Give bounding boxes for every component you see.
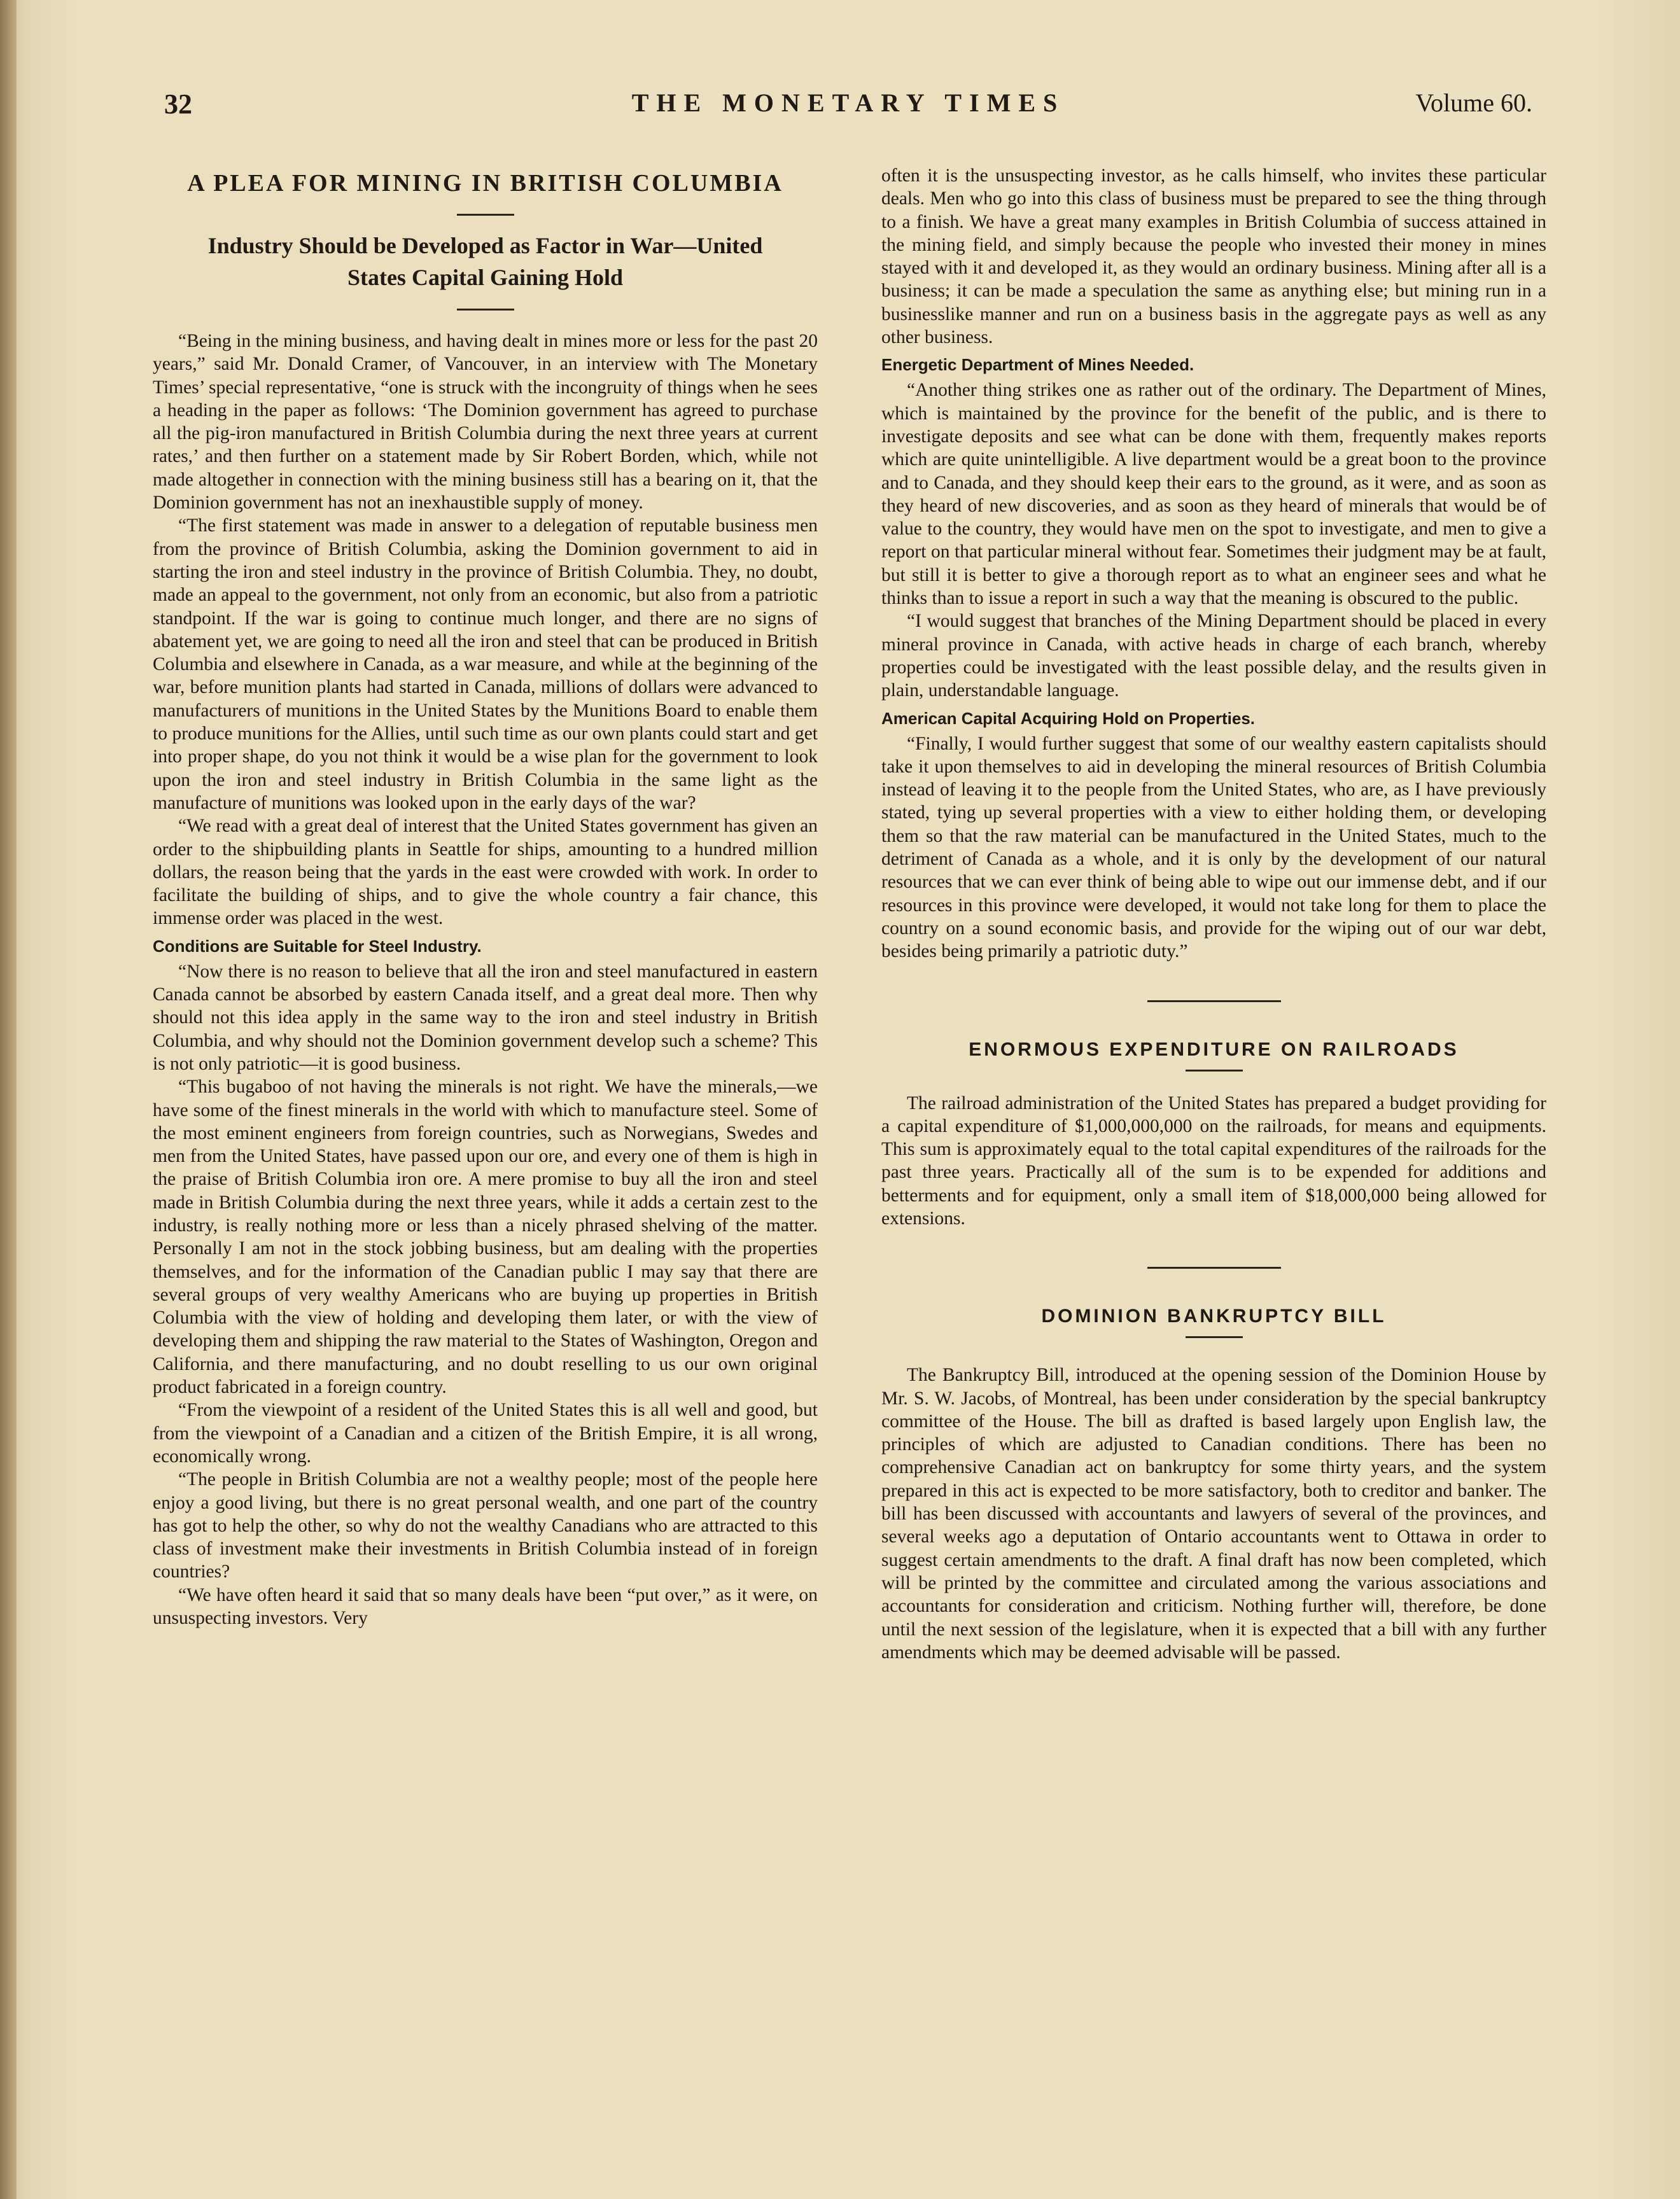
right-column bbox=[881, 164, 1546, 1664]
article-separator bbox=[1147, 1267, 1281, 1269]
paragraph: The Bankruptcy Bill, introduced at the opening session of the Dominion House by Mr. S. W. Jacobs, of Montreal, has been under consideration by the special bankruptcy committee of the House. The bill as drafted is based largely upon English law, the principles of which are adjusted to Canadian conditions. There has been no comprehensive Canadian act on bankruptcy for some thirty years, and the system prepared in this act is expected to be more satisfactory, both to creditor and banker. The bill has been discussed with accountants and lawyers of several of the provinces, and several weeks ago a deputation of Ontario accountants went to Ottawa in order to suggest certain amendments to the draft. A final draft has now been completed, which will be printed by the committee and circulated among the various associations and accountants for consideration and criticism. Nothing further will, therefore, be done until the next session of the legislature, when it is expected that a bill with any further amendments which may be deemed advisable will be passed. bbox=[881, 1365, 1546, 1663]
paragraph: “Another thing strikes one as rather out of the ordinary. The Department of Mines, which is maintained by the province for the benefit of the public, and is there to investigate deposits and see what can be done with them, frequently makes reports which are quite unintelligible. A live department would be a great boon to the province and to Canada, and they should keep their ears to the ground, as it were, and as soon as they heard of new discoveries, and as soon as they heard of minerals that would be of value to the country, they would have men on the spot to investigate, and men to give a report on that particular mineral without fear. Sometimes their judgment may be at fault, but still it is better to give a thorough report as to what an engineer sees and what he thinks than to issue a report in such a way that the meaning is obscured to the public. bbox=[881, 380, 1546, 609]
paragraph: “We read with a great deal of interest that the United States government has given an order to the shipbuilding plants in Seattle for ships, amounting to a hundred million dollars, the reason being that the yards in the east were crowded with work. In order to facilitate the building of ships, and to give the whole country a fair chance, this immense order was placed in the west. bbox=[153, 816, 818, 929]
section-heading: Energetic Department of Mines Needed. bbox=[881, 355, 1194, 375]
article-separator bbox=[1147, 1000, 1281, 1002]
paragraph: “The first statement was made in answer to a delegation of reputable business men from the province of British Columbia, asking the Dominion government to aid in starting the iron and steel industry in the province of British Columbia. They, no doubt, made an appeal to the government, not only from an economic, but also from a patriotic standpoint. If the war is going to continue much longer, and there are no signs of abatement yet, we are going to need all the iron and steel that can be produced in British Columbia and elsewhere in Canada, as a war measure, and while at the beginning of the war, before munition plants had started in Canada, millions of dollars were advanced to manufacturers of munitions in the United States by the Munitions Board to enable them to produce munitions for the Allies, until such time as our own plants could start and get into proper shape, do you not think it would be a wise plan for the government to look upon the iron and steel industry in British Columbia in the same light as the manufacture of munitions was looked upon in the early days of the war? bbox=[153, 515, 818, 813]
paragraph: “We have often heard it said that so many deals have been “put over,” as it were, on unsuspecting investors. Very bbox=[153, 1584, 818, 1629]
paragraph: “I would suggest that branches of the Mining Department should be placed in every mineral province in Canada, with active heads in charge of each branch, whereby properties could be investigated with the least possible delay, and the results given in plain, understandable language. bbox=[881, 611, 1546, 701]
article-title: ENORMOUS EXPENDITURE ON RAILROADS bbox=[969, 1038, 1459, 1060]
divider-rule bbox=[1186, 1070, 1243, 1072]
paragraph: “The people in British Columbia are not a wealthy people; most of the people here enjoy a good living, but there is no great personal wealth, and one part of the country has got to help the other, so why do not the wealthy Canadians who are attracted to this class of investment make their investments in British Columbia instead of in foreign countries? bbox=[153, 1469, 818, 1582]
paragraph: “Being in the mining business, and having dealt in mines more or less for the past 20 years,” said Mr. Donald Cramer, of Vancouver, in an interview with The Monetary Times’ special representative, “one is struck with the incongruity of things when he sees a heading in the paper as follows: ‘The Dominion government has agreed to purchase all the pig-iron manufactured in British Columbia during the next three years at current rates,’ and then further on a statement made by Sir Robert Borden, which, while not made altogether in connection with the mining business still has a bearing on it, that the Dominion government has not an inexhaustible supply of money. bbox=[153, 331, 818, 513]
page-number: 32 bbox=[164, 88, 192, 120]
article-title: DOMINION BANKRUPTCY BILL bbox=[1041, 1306, 1387, 1327]
left-column bbox=[153, 164, 818, 1630]
divider-rule bbox=[1186, 1336, 1243, 1338]
article-title: A PLEA FOR MINING IN BRITISH COLUMBIA bbox=[187, 170, 783, 197]
page-binding-edge bbox=[0, 0, 17, 2199]
article-subtitle: Industry Should be Developed as Factor in War—United States Capital Gaining Hold bbox=[207, 233, 763, 290]
page-header bbox=[164, 88, 1532, 126]
publication-title: THE MONETARY TIMES bbox=[631, 88, 1065, 117]
paragraph: “This bugaboo of not having the minerals is not right. We have the minerals,—we have some of the finest minerals in the world with which to manufacture steel. Some of the most eminent engineers from foreign countries, such as Norwegians, Swedes and men from the United States, have passed upon our ore, and every one of them is high in the praise of British Columbia iron ore. A mere promise to buy all the iron and steel made in British Columbia during the next three years, while it adds a certain zest to the industry, is really nothing more or less than a nicely phrased shelving of the matter. Personally I am not in the stock jobbing business, but am dealing with the properties themselves, and for the information of the Canadian public I may say that there are several groups of very wealthy Americans who are buying up properties in British Columbia with the view of holding and developing them later, or with the view of developing them and shipping the raw material to the States of Washington, Oregon and California, and there manufacturing, and no doubt reselling to us our own original product fabricated in a foreign country. bbox=[153, 1077, 818, 1398]
paragraph: “Now there is no reason to believe that all the iron and steel manufactured in eastern Canada cannot be absorbed by eastern Canada itself, and a great deal more. Then why should not this idea apply in the same way to the iron and steel industry in British Columbia, and why should not the Dominion government develop such a scheme? This is not only patriotic—it is good business. bbox=[153, 961, 818, 1074]
paragraph: “Finally, I would further suggest that some of our wealthy eastern capitalists should take it upon themselves to aid in developing the mineral resources of British Columbia instead of leaving it to the people from the United States, who are, as I have previously stated, tying up several properties with a view to either holding them, or developing them so that the raw material can be manufactured in the United States, much to the detriment of Canada as a whole, and it is only by the development of our natural resources that we can ever think of being able to wipe out our immense debt, and if our resources in this province were developed, it would not take long for them to place the country on a sound economic basis, and provide for the wiping out of our war debt, besides being primarily a patriotic duty.” bbox=[881, 733, 1546, 962]
volume-label: Volume 60. bbox=[1415, 88, 1532, 117]
section-heading: Conditions are Suitable for Steel Industry. bbox=[153, 936, 482, 956]
paragraph: “From the viewpoint of a resident of the United States this is all well and good, but from the viewpoint of a Canadian and a citizen of the British Empire, it is all wrong, economically wrong. bbox=[153, 1400, 818, 1467]
section-heading: American Capital Acquiring Hold on Properties. bbox=[881, 708, 1256, 728]
divider-rule bbox=[457, 309, 514, 311]
paragraph: The railroad administration of the United States has prepared a budget providing for a capital expenditure of $1,000,000,000 on the railroads, for means and equipments. This sum is approximately equal to the total capital expenditures of the railroads for the past three years. Practically all of the sum is to be expended for additions and betterments and for equipment, only a small item of $18,000,000 being allowed for extensions. bbox=[881, 1093, 1546, 1229]
divider-rule bbox=[457, 214, 514, 216]
paragraph: often it is the unsuspecting investor, as he calls himself, who invites these particular deals. Men who go into this class of business must be prepared to see the thing through to a finish. We have a great many examples in British Columbia of success attained in the mining field, and simply because the people who invested their money in mines stayed with it and developed it, as they would an ordinary business. Mining after all is a business; it can be made a speculation the same as anything else; but mining run in a businesslike manner and run on a business basis in the aggregate pays as well as any other business. bbox=[881, 165, 1546, 348]
